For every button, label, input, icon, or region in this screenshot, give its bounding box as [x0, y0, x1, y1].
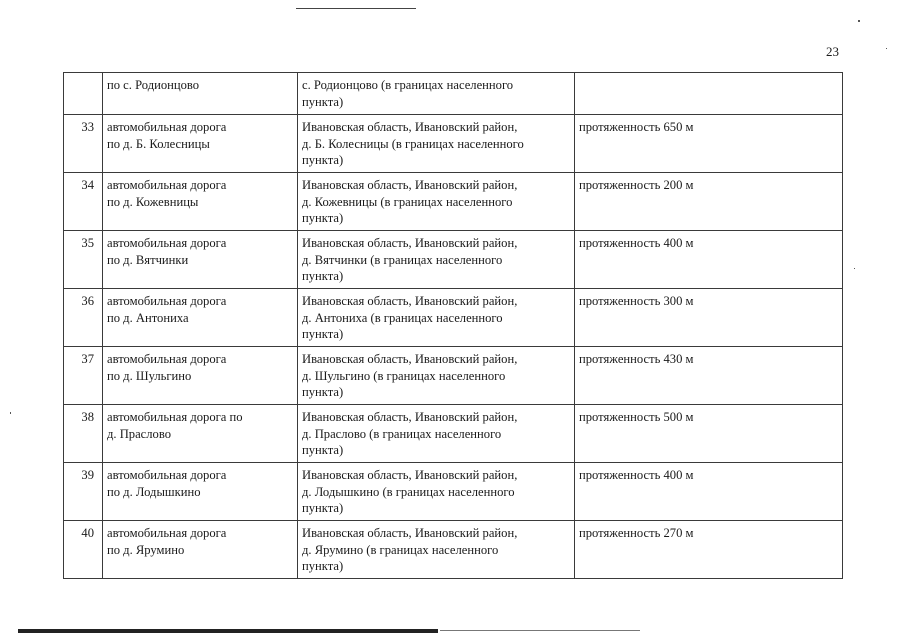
table-row: [64, 521, 843, 579]
table-row: [64, 405, 843, 463]
location-line: Ивановская область, Ивановский район,: [302, 294, 518, 308]
road-name-cell: [103, 73, 298, 115]
road-name-cell: [103, 463, 298, 521]
row-number: 39: [81, 468, 94, 482]
row-number-cell: [64, 231, 103, 289]
location-line: пункта): [302, 385, 344, 399]
row-number-cell: [64, 405, 103, 463]
length-cell: [575, 521, 843, 579]
road-name-line: по д. Вятчинки: [107, 252, 189, 267]
location-line: пункта): [302, 501, 344, 515]
row-number: 36: [81, 294, 94, 308]
roads-table-body: [64, 73, 843, 579]
table-row: [64, 347, 843, 405]
row-number-cell: [64, 173, 103, 231]
road-name-line: автомобильная дорога: [107, 468, 227, 482]
road-name-cell: [103, 115, 298, 173]
road-name-cell: [103, 521, 298, 579]
location-line: д. Антониха (в границах населенного: [302, 310, 503, 325]
road-name-line: автомобильная дорога по: [107, 410, 243, 424]
row-number-cell: [64, 115, 103, 173]
table-row: [64, 231, 843, 289]
road-name-line: автомобильная дорога: [107, 236, 227, 250]
road-name-cell: [103, 231, 298, 289]
length-cell: [575, 463, 843, 521]
length-cell: [575, 115, 843, 173]
length-cell: [575, 173, 843, 231]
road-name-line: по с. Родионцово: [107, 78, 200, 92]
location-cell: [298, 73, 575, 115]
location-line: Ивановская область, Ивановский район,: [302, 236, 518, 250]
row-number: 33: [81, 120, 94, 134]
road-name-line: автомобильная дорога: [107, 294, 227, 308]
road-length: протяженность 650 м: [579, 120, 694, 134]
location-line: д. Лодышкино (в границах населенного: [302, 484, 515, 499]
road-name-line: по д. Лодышкино: [107, 484, 201, 499]
top-rule: [296, 8, 416, 9]
road-name-cell: [103, 347, 298, 405]
location-line: пункта): [302, 559, 344, 573]
row-number: 40: [81, 526, 94, 540]
location-cell: [298, 347, 575, 405]
location-line: Ивановская область, Ивановский район,: [302, 526, 518, 540]
scan-speck: [10, 412, 11, 414]
length-cell: [575, 347, 843, 405]
location-line: Ивановская область, Ивановский район,: [302, 468, 518, 482]
road-length: протяженность 270 м: [579, 526, 694, 540]
road-length: протяженность 500 м: [579, 410, 694, 424]
location-line: пункта): [302, 327, 344, 341]
road-name-line: д. Праслово: [107, 426, 172, 441]
road-name-line: автомобильная дорога: [107, 526, 227, 540]
road-name-line: по д. Кожевницы: [107, 194, 199, 209]
location-line: пункта): [302, 153, 344, 167]
length-cell: [575, 289, 843, 347]
length-cell: [575, 405, 843, 463]
location-line: д. Б. Колесницы (в границах населенного: [302, 136, 524, 151]
length-cell: [575, 73, 843, 115]
location-line: с. Родионцово (в границах населенного: [302, 78, 514, 92]
location-line: д. Ярумино (в границах населенного: [302, 542, 499, 557]
location-cell: [298, 231, 575, 289]
row-number: 35: [81, 236, 94, 250]
table-row: [64, 463, 843, 521]
row-number: 37: [81, 352, 94, 366]
road-name-line: автомобильная дорога: [107, 120, 227, 134]
location-line: Ивановская область, Ивановский район,: [302, 178, 518, 192]
location-line: пункта): [302, 269, 344, 283]
road-length: протяженность 300 м: [579, 294, 694, 308]
road-length: протяженность 400 м: [579, 468, 694, 482]
location-line: д. Вятчинки (в границах населенного: [302, 252, 503, 267]
location-cell: [298, 115, 575, 173]
location-cell: [298, 463, 575, 521]
scan-speck: [858, 20, 860, 22]
location-cell: [298, 521, 575, 579]
location-line: Ивановская область, Ивановский район,: [302, 120, 518, 134]
road-name-cell: [103, 405, 298, 463]
location-line: пункта): [302, 94, 344, 109]
road-name-line: по д. Шульгино: [107, 368, 192, 383]
location-cell: [298, 173, 575, 231]
row-number-cell: [64, 73, 103, 115]
roads-table: [63, 72, 843, 579]
row-number-cell: [64, 521, 103, 579]
road-name-cell: [103, 289, 298, 347]
table-row: [64, 115, 843, 173]
row-number: 34: [81, 178, 94, 192]
location-line: Ивановская область, Ивановский район,: [302, 410, 518, 424]
table-row: [64, 289, 843, 347]
table-row: [64, 73, 843, 115]
location-line: Ивановская область, Ивановский район,: [302, 352, 518, 366]
road-length: протяженность 430 м: [579, 352, 694, 366]
road-name-cell: [103, 173, 298, 231]
location-line: пункта): [302, 443, 344, 457]
road-length: протяженность 400 м: [579, 236, 694, 250]
road-name-line: по д. Б. Колесницы: [107, 136, 210, 151]
length-cell: [575, 231, 843, 289]
location-line: д. Кожевницы (в границах населенного: [302, 194, 513, 209]
road-name-line: автомобильная дорога: [107, 178, 227, 192]
page-number: 23: [826, 44, 839, 59]
scan-edge-mark: [440, 630, 640, 631]
road-name-line: по д. Ярумино: [107, 542, 185, 557]
road-name-line: автомобильная дорога: [107, 352, 227, 366]
row-number: 38: [81, 410, 94, 424]
road-name-line: по д. Антониха: [107, 310, 189, 325]
location-cell: [298, 405, 575, 463]
table-row: [64, 173, 843, 231]
location-line: пункта): [302, 211, 344, 225]
scan-speck: [854, 268, 855, 269]
road-length: протяженность 200 м: [579, 178, 694, 192]
scan-speck: [886, 48, 887, 49]
location-cell: [298, 289, 575, 347]
row-number-cell: [64, 289, 103, 347]
scan-edge-mark: [18, 629, 438, 633]
location-line: д. Праслово (в границах населенного: [302, 426, 502, 441]
row-number-cell: [64, 347, 103, 405]
row-number-cell: [64, 463, 103, 521]
location-line: д. Шульгино (в границах населенного: [302, 368, 506, 383]
